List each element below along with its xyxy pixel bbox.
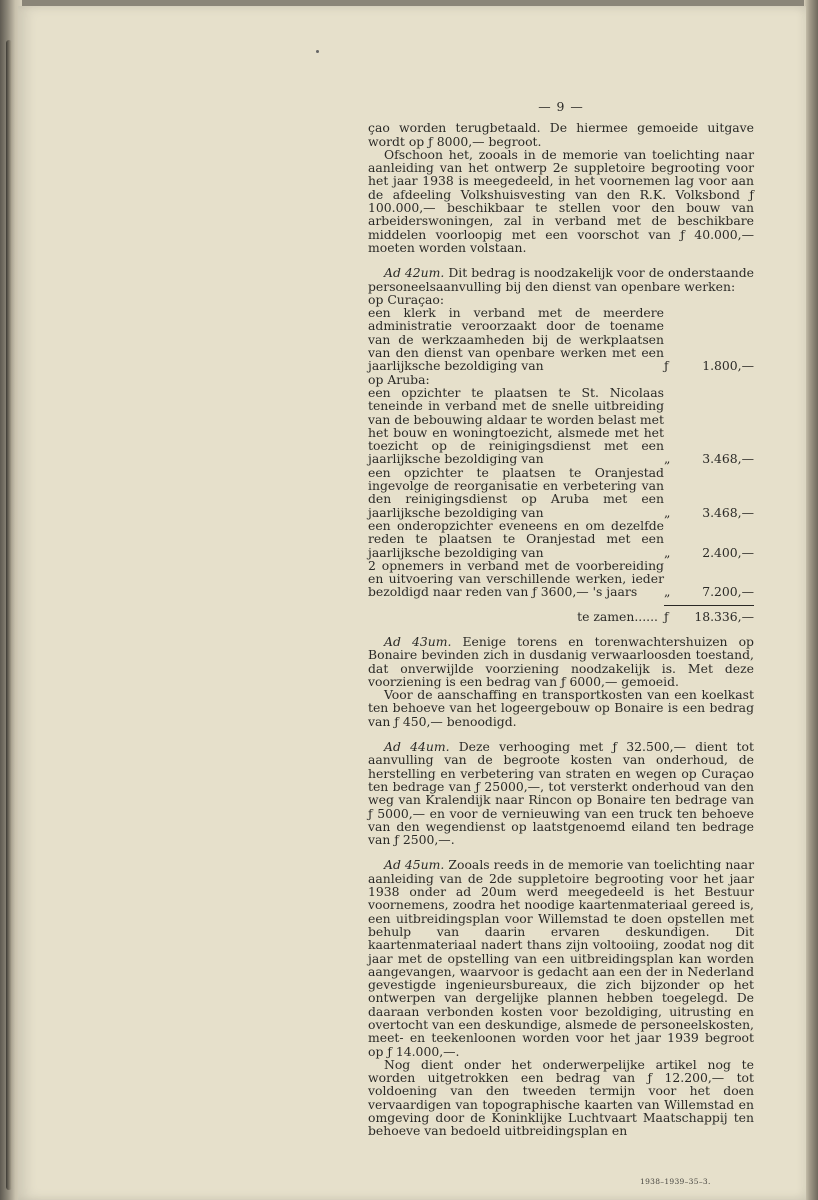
currency-mark: „ — [664, 584, 671, 600]
budget-row-text: een opzichter te plaatsen te Oranjestad ingevolge de reorganisatie en verbetering van den reinigingsdienst op Aruba met een jaarlijksche bezoldiging van — [368, 464, 664, 520]
budget-row-text: 2 opnemers in verband met de voorbereiding en uitvoering van verschillende werken, ieder bezoldigd naar reden van ƒ 3600,— 's jaars — [368, 557, 664, 600]
amount-value: 3.468,— — [702, 504, 754, 520]
budget-row-text: een opzichter te plaatsen te St. Nicolaas teneinde in verband met de snelle uitbreiding van de bebouwing aldaar te worden belast met het bouw en woningtoezicht, alsmede met het toezicht op de reinigingsdienst met een jaarlijksche bezoldiging van — [368, 384, 664, 467]
ad42-intro — [368, 266, 754, 293]
ad45-paragraph — [368, 858, 754, 1057]
ad42-intro-text: Dit bedrag is noodzakelijk voor de onderstaande personeelsaanvulling bij den dienst van openbare werken: — [368, 265, 754, 294]
ad43-paragraph-2: Voor de aanschaffing en transportkosten van een koelkast ten behoeve van het logeergebouw op Bonaire is een bedrag van ƒ 450,— benoodigd. — [368, 687, 754, 729]
amount-value: 1.800,— — [702, 358, 754, 374]
page-mark — [316, 50, 319, 53]
budget-row — [368, 519, 754, 559]
paragraph: Ofschoon het, zooals in de memorie van toelichting naar aanleiding van het ontwerp 2e suppletoire begrooting voor het jaar 1938 is meegedeeld, in het voornemen lag voor aan de afdeeling Volkshuisvesting van den R.K. Volksbond ƒ 100.000,— beschikbaar te stellen voor den bouw van arbeiderswoningen, zal in verband met de beschikbare middelen voorloopig met een voorschot van ƒ 40.000,— moeten worden volstaan. — [368, 146, 754, 255]
budget-row — [368, 386, 754, 466]
paragraph: çao worden terugbetaald. De hiermee gemoeide uitgave wordt op ƒ 8000,— begroot. — [368, 120, 754, 149]
budget-row-amount — [664, 506, 754, 519]
budget-row-amount — [664, 452, 754, 465]
budget-row — [368, 306, 754, 372]
budget-row — [368, 559, 754, 599]
ad44-text: Deze verhooging met ƒ 32.500,— dient tot aanvulling van de begroote kosten van onderhoud, de herstelling en verbetering van straten en wegen op Curaçao ten bedrage van ƒ 25000,—, tot versterkt onderhoud van den weg van Kralendijk naar Rincon op Bonaire ten bedrage van ƒ 5000,— en voor de vernieuwing van een truck ten behoeve van den wegendienst op laatstgenoemd eiland ten bedrage van ƒ 2500,—. — [368, 739, 754, 848]
ad43-paragraph — [368, 635, 754, 688]
currency-mark: „ — [664, 544, 671, 560]
total-label: te zamen...... — [577, 608, 658, 624]
currency-mark: „ — [664, 504, 671, 520]
ad45-paragraph-2: Nog dient onder het onderwerpelijke artikel nog te worden uitgetrokken een bedrag van ƒ 12.200,— tot voldoening van den tweeden termijn voor het doen vervaardigen van topographische kaarten van Willemstad en omgeving door de Koninklijke Luchtvaart Maatschappij ten behoeve van bedoeld uitbreidingsplan en — [368, 1056, 754, 1139]
budget-row-amount — [664, 585, 754, 598]
aruba-heading: op Aruba: — [368, 371, 430, 387]
document-body — [368, 100, 754, 1138]
ad43-label: Ad 43um. — [384, 633, 452, 649]
currency-mark: „ — [664, 451, 671, 467]
page-number: — 9 — — [538, 99, 584, 114]
currency-mark: ƒ — [664, 358, 669, 374]
amount-value: 3.468,— — [702, 451, 754, 467]
ad44-label: Ad 44um. — [384, 739, 450, 755]
currency-mark: ƒ — [664, 608, 669, 624]
amount-value: 7.200,— — [702, 584, 754, 600]
budget-row-text: een klerk in verband met de meerdere administratie veroorzaakt door de toename van de werkzaamheden bij de werkplaatsen van den dienst van openbare werken met een jaarlijksche bezoldiging van — [368, 305, 664, 374]
ad43-text: Eenige torens en torenwachtershuizen op Bonaire bevinden zich in dusdanig verwaarloosden toestand, dat onverwijlde voorziening noodzakelijk is. Met deze voorziening is een bedrag van ƒ 6000,— gemoeid. — [368, 633, 754, 689]
printer-mark: 1938–1939–35–3. — [640, 1177, 711, 1186]
page-edge-right — [804, 0, 818, 1200]
amount-value: 18.336,— — [694, 608, 754, 624]
budget-row-amount — [664, 546, 754, 559]
sum-rule — [664, 605, 754, 606]
budget-row-text: een onderopzichter eveneens en om dezelfde reden te plaatsen te Oranjestad met een jaarlijksche bezoldiging van — [368, 517, 664, 560]
total-amount — [664, 610, 754, 623]
ad45-label: Ad 45um. — [384, 857, 445, 873]
amount-value: 2.400,— — [702, 544, 754, 560]
total-row — [368, 610, 754, 623]
budget-row-amount — [664, 359, 754, 372]
ad45-text: Zooals reeds in de memorie van toelichting naar aanleiding van de 2de suppletoire begrooting voor het jaar 1938 onder ad 20um werd meegedeeld is het Bestuur voornemens, zoodra het noodige kaartenmateriaal gereed is, een uitbreidingsplan voor Willemstad te doen opstellen met behulp van daarin ervaren deskundigen. Dit kaartenmateriaal nadert thans zijn voltooiing, zoodat nog dit jaar met de opstelling van een uitbreidingsplan kan worden aangevangen, waarvoor is gedacht aan een der in Nederland gevestigde ingenieursbureaux, die zich bijzonder op het ontwerpen van dergelijke plannen hebben toegelegd. De daaraan verbonden kosten voor bezoldiging, uitrusting en overtocht van een deskundige, alsmede de personeelskosten, meet- en teekenloonen worden voor het jaar 1939 begroot op ƒ 14.000,—. — [368, 857, 754, 1059]
curacao-heading: op Curaçao: — [368, 291, 445, 307]
budget-row — [368, 466, 754, 519]
binding-strip — [6, 40, 12, 1190]
ad42-label: Ad 42um. — [384, 265, 445, 281]
ad44-paragraph — [368, 740, 754, 846]
